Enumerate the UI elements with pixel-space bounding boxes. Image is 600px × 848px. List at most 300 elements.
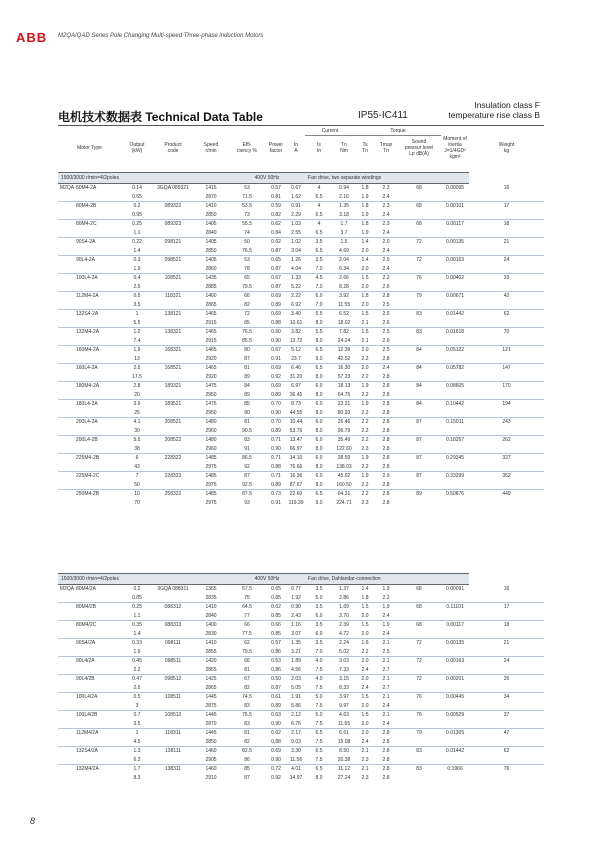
efficiency-cell: 90 [244, 409, 250, 416]
tn-cell: 6.52 [333, 310, 355, 319]
power-factor-cell: 0.88 [271, 463, 281, 470]
in-cell: 16.36 [287, 472, 305, 481]
weight-cell [469, 684, 544, 693]
tn-cell: 15.08 [337, 738, 351, 745]
in-cell: 76.66 [289, 463, 303, 470]
table-row [58, 220, 544, 229]
code-number: 088312 [164, 604, 182, 610]
is-cell: 6.0 [315, 612, 323, 619]
inertia-cell: 0.05782 [441, 364, 469, 373]
efficiency-cell: 53 [244, 185, 250, 191]
weight-cell: 16 [503, 585, 510, 592]
series-cell [58, 391, 76, 400]
table-row [58, 693, 544, 702]
motor-type [76, 337, 121, 346]
speed-cell: 2870 [205, 720, 217, 727]
output-cell: 0.25 [121, 220, 153, 229]
is-cell: 3.5 [305, 256, 333, 265]
motor-type: 250M4-2B [76, 490, 121, 499]
tn-cell: 4.69 [339, 247, 349, 254]
header-output: Output (kW) [129, 141, 145, 154]
speed-cell: 1405 [193, 256, 229, 265]
speed-cell: 2905 [205, 756, 217, 763]
tmax-cell: 2.0 [375, 238, 397, 247]
output-cell: 17.5 [132, 373, 142, 380]
ts-cell: 2.2 [361, 391, 369, 398]
output-cell: 2.8 [121, 382, 153, 391]
weight-cell [469, 211, 544, 220]
ts-cell: 1.4 [355, 238, 375, 247]
tn-cell: 138.03 [336, 463, 352, 470]
inertia-cell: 0.00163 [441, 657, 469, 666]
series-title: M2QA/QAD Series Pole Changing Multi-speed Three-phase induction Motors [58, 33, 264, 39]
inertia-cell [441, 337, 469, 346]
output-cell: 6 [121, 454, 153, 463]
power-factor-cell: 0.71 [265, 436, 287, 445]
series-cell [58, 738, 76, 747]
ts-cell: 2.0 [361, 702, 369, 709]
inertia-cell [441, 612, 469, 621]
output-cell: 0.5 [121, 693, 153, 702]
code-number: 098511 [164, 658, 182, 664]
tmax-cell: 2.1 [375, 693, 397, 702]
output-cell: 3.5 [133, 301, 141, 308]
is-cell: 8.0 [315, 319, 323, 326]
tn-cell: 57.23 [337, 373, 351, 380]
is-cell: 4 [305, 202, 333, 211]
ts-cell: 2.2 [361, 373, 369, 380]
inertia-cell: 0.11101 [441, 603, 469, 612]
output-cell: 2.5 [121, 364, 153, 373]
in-cell: 2.03 [287, 675, 305, 684]
inertia-cell: 0.01442 [441, 310, 469, 319]
code-number: 098521 [164, 257, 182, 263]
power-factor-cell: 0.87 [271, 247, 281, 254]
series-cell [58, 774, 76, 783]
power-factor-cell: 0.89 [271, 481, 281, 488]
table-row [58, 594, 544, 603]
output-cell: 2.5 [133, 684, 141, 691]
code-number: 098111 [165, 640, 181, 646]
ts-cell: 2.0 [355, 729, 375, 738]
in-cell: 23.7 [291, 355, 301, 362]
speed-cell: 1460 [193, 765, 229, 774]
section-speed: 1500/3000 r/min=4/2poles [58, 173, 229, 184]
tmax-cell: 2.1 [375, 639, 397, 648]
output-cell: 1.2 [121, 328, 153, 337]
motor-type: 112M4-2A [76, 292, 121, 301]
motor-type: 80M4-2A [76, 185, 97, 191]
weight-cell [469, 319, 544, 328]
is-cell: 8.0 [315, 481, 323, 488]
speed-cell: 2850 [205, 247, 217, 254]
speed-cell: 2850 [205, 211, 217, 218]
ts-cell: 1.8 [361, 185, 369, 191]
sound-cell [397, 355, 441, 364]
is-cell: 3.5 [315, 586, 323, 592]
motor-type: 132S4/2A [76, 747, 121, 756]
table-row [58, 436, 544, 445]
weight-cell [469, 481, 544, 490]
table-row [58, 657, 544, 666]
product-code-cell [153, 729, 193, 738]
tmax-cell: 2.8 [375, 729, 397, 738]
product-code-cell [153, 382, 193, 391]
series-cell [58, 756, 76, 765]
efficiency-cell: 86.5 [229, 454, 265, 463]
tn-cell: 11.55 [337, 301, 351, 308]
is-cell: 5.0 [305, 693, 333, 702]
sound-cell [397, 265, 441, 274]
series-cell [58, 355, 76, 364]
speed-cell: 1405 [193, 220, 229, 229]
speed-cell: 1445 [193, 711, 229, 720]
in-cell: 8.73 [287, 400, 305, 409]
power-factor-cell: 0.71 [265, 454, 287, 463]
ts-cell: 2.2 [361, 463, 369, 470]
sound-cell [397, 247, 441, 256]
table-row [58, 283, 544, 292]
header-efficiency: Effi- ciency % [236, 141, 257, 154]
efficiency-cell: 87 [244, 355, 250, 362]
table-row [58, 666, 544, 675]
tmax-cell: 2.4 [382, 229, 390, 236]
motor-type: 90L4/2B [76, 675, 121, 684]
table-row [58, 184, 544, 193]
tn-cell: 64.75 [337, 391, 351, 398]
speed-cell: 2960 [205, 427, 217, 434]
series-cell [58, 666, 76, 675]
code-number: 098121 [164, 239, 182, 245]
weight-cell: 42 [469, 292, 544, 301]
series-cell [58, 657, 76, 666]
ip-class: IP55-IC411 [358, 110, 408, 121]
tmax-cell: 2.5 [375, 346, 397, 355]
sound-cell [397, 463, 441, 472]
ts-cell: 2.2 [361, 355, 369, 362]
in-cell: 87.67 [289, 481, 303, 488]
tn-cell: 7.33 [339, 666, 349, 673]
table-row [58, 463, 544, 472]
speed-cell: 2875 [205, 702, 217, 709]
power-factor-cell: 0.89 [271, 427, 281, 434]
is-cell: 8.0 [315, 463, 323, 470]
inertia-cell: 0.18267 [441, 436, 469, 445]
table-row [58, 409, 544, 418]
tmax-cell: 2.8 [382, 445, 390, 452]
speed-cell: 1410 [193, 603, 229, 612]
motor-type: 132M4-2A [76, 328, 121, 337]
in-cell: 1.33 [287, 274, 305, 283]
output-cell: 0.45 [121, 657, 153, 666]
motor-type [76, 301, 121, 310]
motor-type: 160L4-2A [76, 364, 121, 373]
output-cell: 2.5 [133, 283, 141, 290]
product-code-cell [153, 247, 193, 256]
product-code-cell [153, 702, 193, 711]
output-cell: 10 [121, 490, 153, 499]
tn-cell: 1.35 [333, 202, 355, 211]
code-number: 089323 [164, 221, 182, 227]
table-row [58, 274, 544, 283]
sound-cell: 84 [397, 400, 441, 409]
series-cell [58, 603, 76, 612]
output-cell: 1.4 [133, 247, 141, 254]
table-row [58, 490, 544, 499]
tn-cell: 2.16 [339, 193, 349, 200]
efficiency-cell: 77.5 [242, 630, 252, 637]
in-cell: 31.20 [289, 373, 303, 380]
efficiency-cell: 81 [229, 364, 265, 373]
inertia-cell: 0.00671 [441, 292, 469, 301]
is-cell: 6.5 [305, 490, 333, 499]
tmax-cell: 2.3 [382, 185, 390, 191]
inertia-cell: 0.01442 [441, 747, 469, 756]
inertia-cell [441, 756, 469, 765]
tmax-cell: 2.2 [375, 274, 397, 283]
speed-cell: 1400 [193, 621, 229, 630]
tn-cell: 64.31 [333, 490, 355, 499]
weight-cell [469, 463, 544, 472]
series-cell [58, 675, 76, 684]
output-cell: 0.4 [121, 274, 153, 283]
weight-cell: 21 [469, 238, 544, 247]
motor-type: 80M4/2C [76, 621, 121, 630]
output-cell: 8.3 [133, 774, 141, 781]
ts-cell: 2.2 [355, 418, 375, 427]
power-factor-cell: 0.90 [271, 720, 281, 727]
table-row [58, 684, 544, 693]
series-cell [58, 202, 76, 211]
ts-cell: 2.0 [355, 675, 375, 684]
output-cell: 6.2 [133, 756, 141, 763]
product-code-cell [153, 675, 193, 684]
output-cell: 1 [121, 310, 153, 319]
tmax-cell: 2.1 [375, 657, 397, 666]
efficiency-cell: 57.5 [242, 586, 252, 592]
code-number: 189521 [164, 401, 182, 407]
product-code-cell [153, 373, 193, 382]
speed-cell: 2870 [205, 193, 217, 200]
product-code-cell [153, 648, 193, 657]
is-cell: 8.0 [315, 774, 323, 781]
efficiency-cell: 82 [244, 738, 250, 745]
is-cell: 6.0 [305, 436, 333, 445]
ts-cell: 2.1 [361, 319, 369, 326]
product-code-cell [153, 594, 193, 603]
is-cell: 7.5 [315, 738, 323, 745]
efficiency-cell: 72 [229, 310, 265, 319]
tmax-cell: 2.8 [375, 400, 397, 409]
tn-cell: 160.50 [336, 481, 352, 488]
motor-type: 200L4-2A [76, 418, 121, 427]
sound-cell: 76 [397, 693, 441, 702]
motor-type [76, 373, 121, 382]
motor-type [76, 738, 121, 747]
sound-cell: 87 [397, 454, 441, 463]
inertia-cell [441, 229, 469, 238]
sound-cell [397, 756, 441, 765]
output-cell: 43 [134, 463, 140, 470]
inertia-cell: 0.00135 [441, 639, 469, 648]
header-weight: Weight kg [498, 141, 515, 154]
product-code-cell [153, 774, 193, 783]
sound-cell: 72 [397, 675, 441, 684]
is-cell: 8.0 [315, 373, 323, 380]
weight-cell: 47 [469, 729, 544, 738]
power-factor-cell: 0.87 [271, 684, 281, 691]
motor-type [76, 499, 121, 508]
efficiency-cell: 79.5 [242, 283, 252, 290]
code-number: 088313 [164, 622, 182, 628]
efficiency-cell: 55.5 [229, 220, 265, 229]
efficiency-cell: 82 [244, 684, 250, 691]
output-cell: 0.2 [133, 586, 141, 592]
code-number: 168521 [164, 365, 182, 371]
table-row [58, 229, 544, 238]
series-cell [58, 211, 76, 220]
code-number: 228322 [164, 455, 182, 461]
tmax-cell: 1.9 [382, 586, 390, 592]
inertia-cell: 0.50876 [441, 490, 469, 499]
weight-cell [469, 247, 544, 256]
tmax-cell: 1.9 [375, 603, 397, 612]
tmax-cell: 2.4 [382, 247, 390, 254]
speed-cell: 2975 [205, 481, 217, 488]
table-row [58, 346, 544, 355]
in-cell: 1.91 [287, 693, 305, 702]
tn-cell: 2.39 [333, 621, 355, 630]
tn-cell: 3.7 [340, 229, 348, 236]
tn-cell: 45.02 [333, 472, 355, 481]
speed-cell: 2915 [205, 319, 217, 326]
efficiency-cell: 93 [244, 499, 250, 506]
in-cell: 2.55 [291, 229, 301, 236]
section-speed: 1500/3000 r/min=4/2poles [58, 574, 229, 585]
inertia-cell [441, 373, 469, 382]
speed-cell: 1410 [193, 202, 229, 211]
tn-cell: 2.66 [333, 274, 355, 283]
tn-cell: 3.15 [333, 675, 355, 684]
product-code-cell [153, 738, 193, 747]
table-row [58, 765, 544, 774]
inertia-cell [441, 265, 469, 274]
inertia-cell [441, 427, 469, 436]
ts-cell: 2.4 [361, 666, 369, 673]
speed-cell: 2850 [205, 738, 217, 745]
header-torque: Torque [355, 126, 441, 136]
output-cell: 1.9 [121, 346, 153, 355]
table-row [58, 373, 544, 382]
product-code-cell [153, 364, 193, 373]
product-code-cell [153, 445, 193, 454]
efficiency-cell: 71.5 [242, 193, 252, 200]
motor-type [76, 612, 121, 621]
sound-cell: 72 [397, 657, 441, 666]
output-cell: 13 [134, 355, 140, 362]
is-cell: 5.5 [305, 310, 333, 319]
ts-cell: 2.0 [361, 265, 369, 272]
sound-cell [397, 193, 441, 202]
motor-type [76, 427, 121, 436]
inertia-cell [441, 481, 469, 490]
motor-type [76, 630, 121, 639]
is-cell: 7.0 [315, 648, 323, 655]
in-cell: 0.90 [287, 603, 305, 612]
sound-cell [397, 738, 441, 747]
series-cell [58, 648, 76, 657]
table-row [58, 427, 544, 436]
power-factor-cell: 0.88 [271, 738, 281, 745]
ts-cell: 2.3 [361, 445, 369, 452]
sound-cell [397, 373, 441, 382]
code-number: 098512 [164, 676, 182, 682]
tn-cell: 1.5 [333, 238, 355, 247]
table-row [58, 310, 544, 319]
inertia-cell [441, 594, 469, 603]
in-cell: 3.30 [287, 747, 305, 756]
motor-type: 160M4-2A [76, 346, 121, 355]
section-header [58, 574, 544, 585]
speed-cell: 2920 [205, 373, 217, 380]
product-code-cell [153, 463, 193, 472]
weight-cell [469, 756, 544, 765]
speed-cell: 1475 [193, 382, 229, 391]
output-cell: 3.5 [133, 720, 141, 727]
output-cell: 25 [134, 409, 140, 416]
weight-cell: 76 [469, 765, 544, 774]
motor-type: 100L4/2B [76, 711, 121, 720]
is-cell: 6.0 [305, 382, 333, 391]
series-cell [58, 247, 76, 256]
is-cell: 3.5 [305, 238, 333, 247]
product-code-cell [153, 765, 193, 774]
power-factor-cell: 0.57 [265, 639, 287, 648]
table-row [58, 292, 544, 301]
in-cell: 44.55 [289, 409, 303, 416]
series-cell [58, 463, 76, 472]
efficiency-cell: 83 [229, 436, 265, 445]
is-cell: 7.0 [315, 283, 323, 290]
tn-cell: 1.7 [333, 220, 355, 229]
efficiency-cell: 81 [244, 666, 250, 673]
inertia-cell [441, 409, 469, 418]
ts-cell: 1.9 [355, 382, 375, 391]
series-cell: M2QA [59, 586, 75, 592]
motor-type: 180M4-2A [76, 382, 121, 391]
inertia-cell [441, 211, 469, 220]
sound-cell [397, 684, 441, 693]
efficiency-cell: 87 [244, 774, 250, 781]
in-cell: 1.16 [287, 621, 305, 630]
power-factor-cell: 0.89 [271, 702, 281, 709]
code-prefix: 3GQA [157, 185, 171, 191]
sound-cell [397, 229, 441, 238]
power-factor-cell: 0.69 [265, 292, 287, 301]
speed-cell: 1480 [193, 436, 229, 445]
in-cell: 6.97 [287, 382, 305, 391]
in-cell: 13.72 [289, 337, 303, 344]
motor-type [76, 481, 121, 490]
motor-type [76, 211, 121, 220]
ts-cell: 1.9 [355, 454, 375, 463]
product-code-cell [153, 427, 193, 436]
table-row [58, 301, 544, 310]
table-row [58, 454, 544, 463]
sound-cell: 87 [397, 472, 441, 481]
table-row [58, 621, 544, 630]
output-cell: 7.4 [133, 337, 141, 344]
